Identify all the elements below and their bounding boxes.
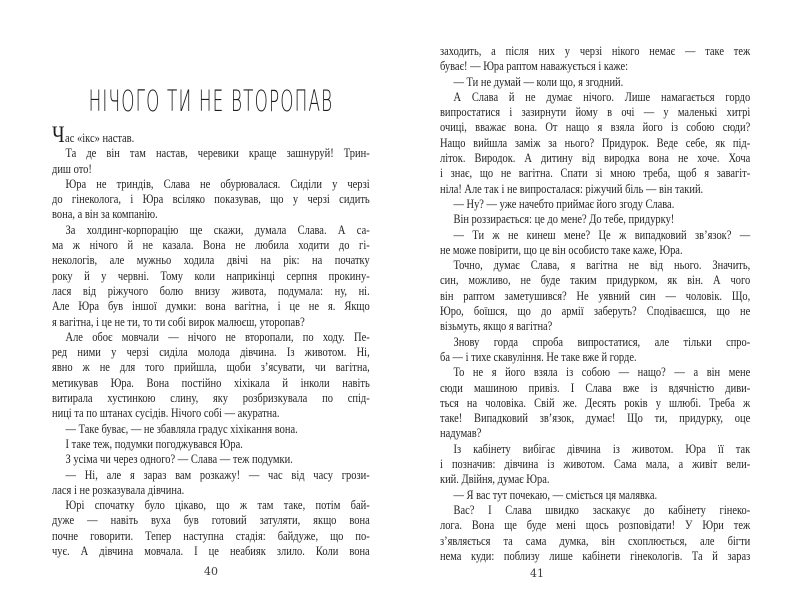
text-line: він раптом заметушився? Не уявний син — чоловік. Що, xyxy=(440,288,751,303)
text-line: року й у червні. Тому коли наприкінці серпня прокину- xyxy=(52,268,370,283)
chapter-title-text: НІЧОГО ТИ НЕ ВТОРОПАВ xyxy=(88,84,334,118)
text-line: лася і не розказувала дівчина. xyxy=(52,482,185,497)
left-page-text xyxy=(52,122,370,559)
text-line: буває! — Юра раптом наважується і каже: xyxy=(440,59,629,74)
text-line: і позначив: дівчина із животом. Сама мала, а живіт вели- xyxy=(440,457,751,472)
text-line: З усіма чи через одного? — Слава — теж подумки. xyxy=(65,452,293,467)
text-line: Вас? І Слава швидко заскакує до кабінету гінеко- xyxy=(453,502,751,517)
text-line: ма ж нічого й не казала. Вона не любила ходити до гі- xyxy=(52,238,370,253)
text-line: ред ними у черзі сиділа молода дівчина. Із животом. Ні, xyxy=(52,345,370,360)
text-line: диш ото! xyxy=(52,161,92,176)
text-line: лася від ріжучого болю внизу живота, подумала: ну, ні. xyxy=(52,283,370,298)
text-line: надумав? xyxy=(440,426,482,441)
text-line: почне говорити. Тепер наступна стадія: байдуже, що по- xyxy=(52,528,370,543)
text-line: Час «ікс» настав. xyxy=(52,122,135,147)
text-line: Та де він там настав, черевики краще зашнуруй! Трин- xyxy=(65,146,370,161)
text-line: випростатися і зазирнути йому в очі — у маленькі хитрі xyxy=(440,105,751,120)
text-line: — Ні, але я зараз вам розкажу! — час від часу грози- xyxy=(65,467,370,482)
text-line: літок. Виродок. А дитину від виродка вона не хоче. Хоча xyxy=(440,151,751,166)
text-line: син, можливо, не буде таким придурком, як він. А чого xyxy=(440,273,751,288)
text-line: — Таке буває, — не збавляла градус хіхікання вона. xyxy=(65,421,298,436)
text-line: візьмуть, якщо я вагітна? xyxy=(440,319,553,334)
text-line: вона, а він за компанію. xyxy=(52,207,158,222)
text-line: не може повірити, що це він особисто таке каже, Юра. xyxy=(440,242,683,257)
right-page-number: 41 xyxy=(530,567,544,580)
drop-cap: Ч xyxy=(52,122,66,147)
text-line: ніла! Але так і не випросталася: ріжучий біль — він такий. xyxy=(440,181,704,196)
text-line: І таке теж, подумки погоджувався Юра. xyxy=(65,436,243,451)
text-line: очиці, вважає вона. От нащо я взяла його із собою сюди? xyxy=(440,120,751,135)
text-line: чує. А дівчина мовчала. І це неабияк злило. Коли вона xyxy=(52,544,370,559)
text-line: — Ти не думай — коли що, я згодний. xyxy=(453,74,624,89)
text-line: Із кабінету вибігає дівчина із животом. Юра її так xyxy=(453,441,751,456)
text-line: заходить, а після них у черзі нікого немає — таке теж xyxy=(440,44,751,58)
right-page-text xyxy=(440,44,750,564)
text-line: То не я його взяла із собою — нащо? — а він мене xyxy=(453,365,751,380)
text-line: Юрі спочатку було цікаво, що ж там таке, потім бай- xyxy=(65,498,370,513)
text-line: лога. Вона ще буде мені щось розповідати! У Юри теж xyxy=(440,518,751,533)
text-line: таке! Випадковий зв’язок, думає! Що ти, придурку, оце xyxy=(440,411,751,426)
text-line: ниці та по штанах сусідів. Нічого собі — акуратна. xyxy=(52,406,280,421)
text-line: — Ну? — уже начебто приймає його згоду Слава. xyxy=(453,196,675,211)
text-line: ба — і тихе скавуління. Не таке вже й горде. xyxy=(440,349,637,364)
text-line: метикував Юра. Вона постійно хіхікала й інколи навіть xyxy=(52,375,370,390)
text-line: явно ж не для того прийшла, щоби з’ясувати, чи вагітна, xyxy=(52,360,370,375)
text-line: Знову горда спроба випростатися, але тільки спро- xyxy=(453,334,751,349)
text-line: з’являється та сама думка, він схоплюється, але бігти xyxy=(440,533,751,548)
text-line: сюди машиною привіз. І Слава вже із вдячністю диви- xyxy=(440,380,751,395)
text-line: витирала хустинкою слину, яку розбризкувала по спід- xyxy=(52,391,370,406)
text-line: дуже — навіть вуха був готовий затуляти, якщо вона xyxy=(52,513,370,528)
text-line: — Ти ж не кинеш мене? Це ж випадковий зв’язок? — xyxy=(453,227,751,242)
text-line: Але обоє мовчали — нічого не второпали, по ходу. Пе- xyxy=(65,329,370,344)
text-line: А Слава й не думає нічого. Лише намагається гордо xyxy=(453,89,751,104)
left-page-number: 40 xyxy=(204,565,218,578)
text-line: Точно, думає Слава, я вагітна не від нього. Значить, xyxy=(453,258,751,273)
chapter-title xyxy=(52,84,370,118)
text-line: Він роззирається: це до мене? До тебе, придурку! xyxy=(453,212,675,227)
text-line: некологів, але мужньо ходила двічі на рік: на початку xyxy=(52,253,370,268)
text-line: до гінеколога, і Юра всіляко показував, що у черзі сидить xyxy=(52,192,370,207)
text-line: — Я вас тут почекаю, — сміється ця малявка. xyxy=(453,487,658,502)
text-line: Юро, боїшся, що до армії заберуть? Сподіваєшся, що не xyxy=(440,304,751,319)
text-line: Але Юра був іншої думки: вона вагітна, і це не я. Якщо xyxy=(52,299,370,314)
text-line: Нащо вийшла заміж за нього? Придурок. Веде себе, як під- xyxy=(440,135,751,150)
text-line: нема куди: поблизу лише кабінети гінекологів. Та й зараз xyxy=(440,548,751,563)
text-line: кий. Двійня, думає Юра. xyxy=(440,472,550,487)
text-line: і знає, що не вагітна. Спати зі мною треба, щоб я завагіт- xyxy=(440,166,751,181)
text-line: я вагітна, і це не ти, то ти собі вирок малюєш, уторопав? xyxy=(52,314,305,329)
text-line: Юра не триндів, Слава не обурювалася. Сиділи у черзі xyxy=(65,176,370,191)
text-line: За холдинг-корпорацію ще скажи, думала Слава. А са- xyxy=(65,222,370,237)
text-line: ться на чоловіка. Свій же. Десять років у шлюбі. Треба ж xyxy=(440,395,751,410)
